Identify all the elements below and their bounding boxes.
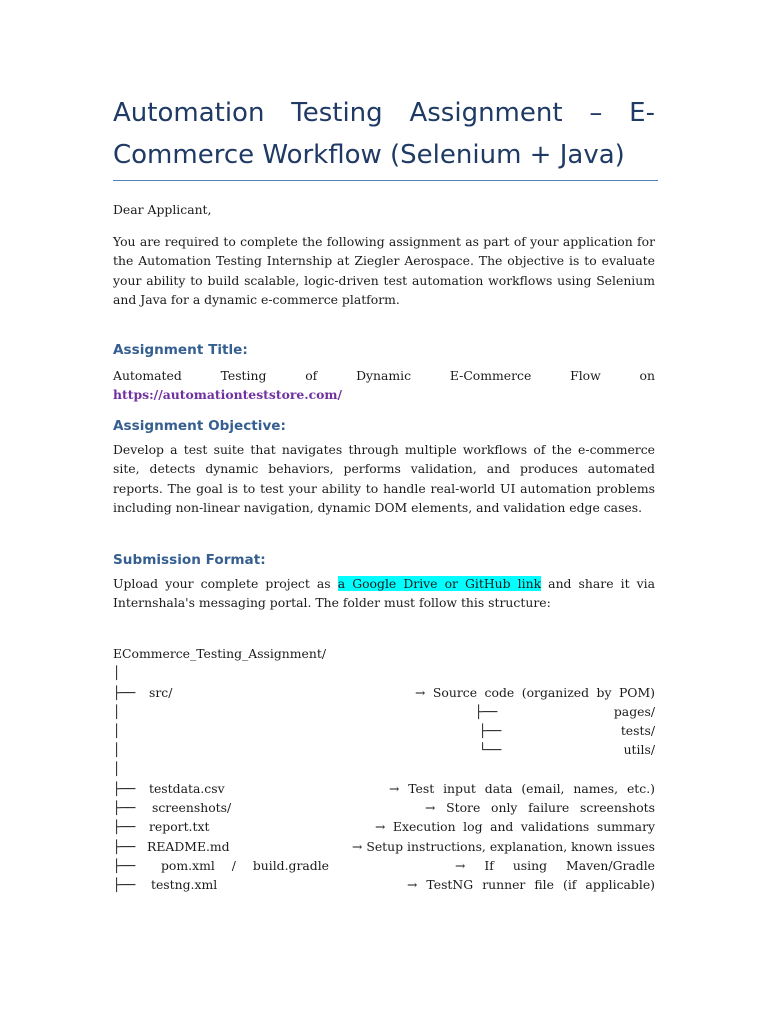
tree-item: ├── screenshots/ → Store only failure screenshots [113,798,655,818]
tree-subitem: │ ├── pages/ [113,702,655,722]
tree-item-desc: → Execution log and validations summary [375,819,655,834]
objective-heading: Assignment Objective: [113,418,286,434]
title-underline [113,180,658,181]
tree-item-name: testng.xml [151,877,218,892]
assignment-title-lead: Automated Testing of Dynamic E-Commerce Flow on [113,368,655,383]
tree-subitem: │ └── utils/ [113,740,655,760]
tree-item: ├── pom.xml / build.gradle → If using Maven/Gradle [113,856,655,876]
tree-subitem-name: tests/ [620,723,655,738]
tree-item: ├── testdata.csv → Test input data (email, names, etc.) [113,779,655,799]
tree-item-desc: → TestNG runner file (if applicable) [407,877,655,892]
submission-heading: Submission Format: [113,552,266,568]
tree-item: ├── testng.xml → TestNG runner file (if applicable) [113,875,655,895]
tree-branch: ├── [479,723,502,738]
tree-item-name: src/ [149,685,173,700]
objective-paragraph: Develop a test suite that navigates through multiple workflows of the e-commerce site, detects dynamic behaviors, performs validation, and produces automated reports. The goal is to test your ability to handle real-world UI automation problems including non-linear navigation, dynamic DOM elements, and validation edge cases. [113,442,655,516]
assignment-title-heading: Assignment Title: [113,342,248,358]
tree-root: ECommerce_Testing_Assignment/ [113,646,327,661]
tree-item-desc: → If using Maven/Gradle [455,858,655,873]
tree-item-name: report.txt [149,819,210,834]
tree-item-desc: → Setup instructions, explanation, known issues [352,839,655,854]
intro-paragraph: You are required to complete the following assignment as part of your application for the Automation Testing Internship at Ziegler Aerospace. The objective is to evaluate your ability to build scalable, logic-driven test automation workflows using Selenium and Java for a dynamic e-commerce platform. [113,234,655,308]
tree-item: ├── README.md → Setup instructions, explanation, known issues [113,837,655,857]
tree-item-desc: → Store only failure screenshots [425,800,655,815]
tree-item: ├── report.txt → Execution log and validations summary [113,817,655,837]
submission-tail: and share it via Internshala's messaging portal. The folder must follow this structure: [113,576,655,611]
tree-item-name: README.md [147,839,230,854]
tree-subitem: │ ├── tests/ [113,721,655,741]
tree-branch: ├── [475,704,498,719]
greeting: Dear Applicant, [113,202,212,217]
tree-subitem-name: utils/ [623,742,655,757]
submission-paragraph [113,574,655,613]
assignment-title-text [113,366,655,405]
document-title: Automation Testing Assignment – E-Commerce Workflow (Selenium + Java) [113,98,655,170]
submission-lead: Upload your complete project as [113,576,338,591]
tree-item-name: screenshots/ [152,800,232,815]
tree-item-desc: → Test input data (email, names, etc.) [389,781,655,796]
tree-item-name: pom.xml / build.gradle [161,858,329,873]
tree-last-branch: └── [479,742,502,757]
tree-pipe: │ [113,665,121,680]
tree-item-name: testdata.csv [149,781,225,796]
tree-branch: ├── [113,685,136,700]
tree-item-src [113,683,655,703]
tree-item-desc: → Source code (organized by POM) [415,685,655,700]
site-link[interactable]: https://automationteststore.com/ [113,387,343,403]
tree-pipe: │ [113,761,121,776]
tree-subitem-name: pages/ [613,704,655,719]
drive-github-highlight: a Google Drive or GitHub link [337,576,542,591]
